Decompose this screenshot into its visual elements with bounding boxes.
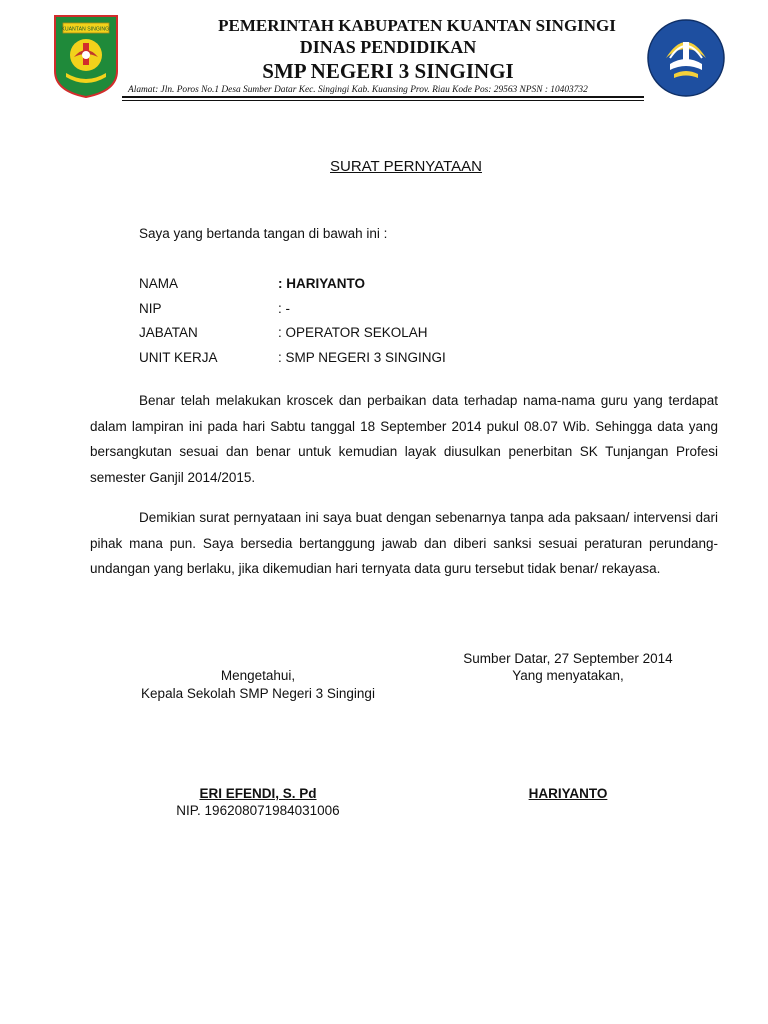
letterhead-rule [122, 96, 644, 98]
letterhead-government: PEMERINTAH KABUPATEN KUANTAN SINGINGI [218, 16, 616, 35]
field-value-jabatan: : OPERATOR SEKOLAH [278, 325, 428, 340]
signature-left-label: Mengetahui, [220, 668, 296, 683]
paragraph-closing [90, 505, 718, 582]
field-label-nama: NAMA [139, 276, 179, 291]
letter-title: SURAT PERNYATAAN [330, 158, 482, 175]
intro-text: Saya yang bertanda tangan di bawah ini : [139, 226, 388, 241]
signature-left-nip: NIP. 196208071984031006 [176, 803, 340, 818]
field-label-unit-kerja: UNIT KERJA [139, 350, 218, 365]
field-label-nip: NIP [139, 301, 162, 316]
signature-left-name: ERI EFENDI, S. Pd [199, 786, 317, 801]
paragraph-statement-text: Benar telah melakukan kroscek dan perbaikan data terhadap nama-nama guru yang terdapat dalam lampiran ini pada hari Sabtu tanggal 18 September 2014 pukul 08.07 Wib. Sehingga data yang bersangkutan sesuai dan benar untuk kemudian layak diusulkan penerbitan SK Tunjangan Profesi semester Ganjil 2014/2015. [90, 393, 718, 485]
field-value-nama: : HARIYANTO [278, 276, 366, 291]
signature-place-date: Sumber Datar, 27 September 2014 [463, 651, 673, 666]
letterhead-address: Alamat: Jln. Poros No.1 Desa Sumber Datar Kec. Singingi Kab. Kuansing Prov. Riau Kode Pos: 29563 NPSN : 10403732 [128, 85, 588, 95]
letterhead-rule-thin [122, 100, 644, 101]
field-value-nip: : - [278, 301, 290, 316]
field-value-unit-kerja: : SMP NEGERI 3 SINGINGI [278, 350, 446, 365]
signature-left-position: Kepala Sekolah SMP Negeri 3 Singingi [141, 686, 375, 701]
paragraph-closing-text: Demikian surat pernyataan ini saya buat dengan sebenarnya tanpa ada paksaan/ intervensi dari pihak mana pun. Saya bersedia bertanggung jawab dan diberi sanksi sesuai peraturan perundang-undangan yang berlaku, jika dikemudian hari ternyata data guru tersebut tidak benar/ rekayasa. [90, 510, 718, 576]
paragraph-statement [90, 388, 718, 490]
svg-text:KUANTAN SINGINGI: KUANTAN SINGINGI [61, 26, 111, 33]
letterhead-school: SMP NEGERI 3 SINGINGI [262, 59, 514, 83]
signature-right-label: Yang menyatakan, [512, 668, 624, 683]
signature-right-name: HARIYANTO [528, 786, 608, 801]
field-label-jabatan: JABATAN [139, 325, 198, 340]
letterhead-department: DINAS PENDIDIKAN [299, 37, 477, 57]
